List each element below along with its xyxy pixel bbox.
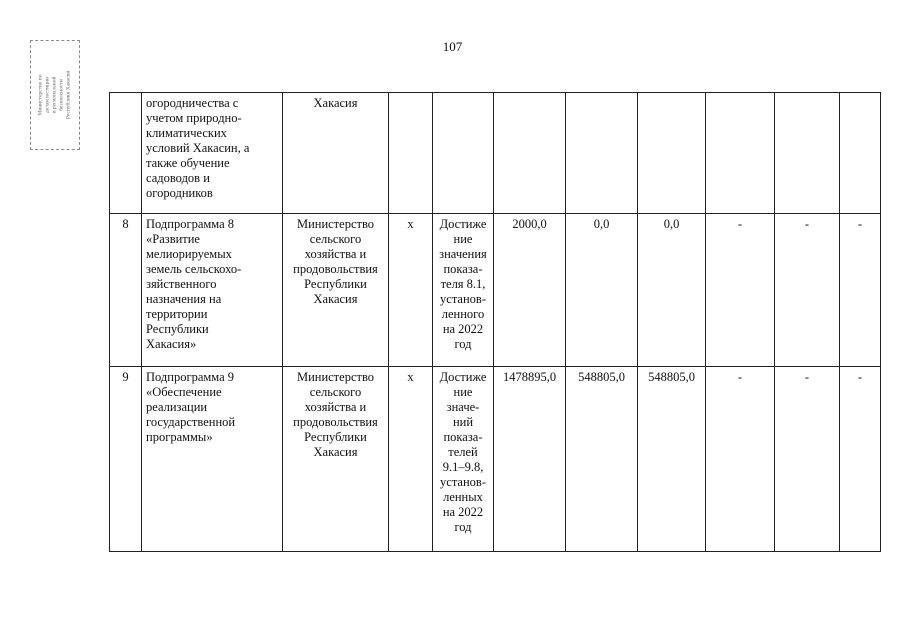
cell-x: х <box>389 367 433 552</box>
cell-value-2: 548805,0 <box>566 367 638 552</box>
table-row <box>110 214 881 367</box>
cell-dash-1: - <box>706 367 775 552</box>
cell-executor: Министерство сельского хозяйства и продовольствия Республики Хакасия <box>283 367 389 552</box>
cell-num <box>110 93 142 214</box>
cell-value-1 <box>494 93 566 214</box>
cell-value-2 <box>566 93 638 214</box>
cell-num: 9 <box>110 367 142 552</box>
cell-num: 8 <box>110 214 142 367</box>
cell-dash-1 <box>706 93 775 214</box>
cell-name: огородничества с учетом природно- климатических условий Хакасин, а также обучение садоводов и огородников <box>142 93 283 214</box>
cell-value-1: 2000,0 <box>494 214 566 367</box>
program-table-body <box>109 92 881 552</box>
cell-name: Подпрограмма 9 «Обеспечение реализации государственной программы» <box>142 367 283 552</box>
registration-stamp <box>30 40 80 150</box>
cell-result <box>433 93 494 214</box>
page-number: 107 <box>442 39 463 54</box>
cell-x <box>389 93 433 214</box>
cell-value-3 <box>638 93 706 214</box>
cell-executor: Министерство сельского хозяйства и продовольствия Республики Хакасия <box>283 214 389 367</box>
table-row <box>110 93 881 214</box>
cell-result: Достиже ние значения показа- теля 8.1, установ- ленного на 2022 год <box>433 214 494 367</box>
stamp-text: Министерство по делам юстиции и региональной безопасности Республики Хакасия <box>37 70 72 120</box>
cell-dash-3: - <box>840 214 881 367</box>
cell-dash-2 <box>775 93 840 214</box>
cell-dash-1: - <box>706 214 775 367</box>
table-row <box>110 367 881 552</box>
cell-x: х <box>389 214 433 367</box>
cell-dash-2: - <box>775 214 840 367</box>
cell-value-3: 548805,0 <box>638 367 706 552</box>
cell-dash-3: - <box>840 367 881 552</box>
cell-value-3: 0,0 <box>638 214 706 367</box>
cell-value-1: 1478895,0 <box>494 367 566 552</box>
cell-dash-2: - <box>775 367 840 552</box>
cell-result: Достиже ние значе- ний показа- телей 9.1–9.8, установ- ленных на 2022 год <box>433 367 494 552</box>
cell-value-2: 0,0 <box>566 214 638 367</box>
cell-executor: Хакасия <box>283 93 389 214</box>
cell-dash-3 <box>840 93 881 214</box>
cell-name: Подпрограмма 8 «Развитие мелиорируемых земель сельскохо- зяйственного назначения на территории Республики Хакасия» <box>142 214 283 367</box>
